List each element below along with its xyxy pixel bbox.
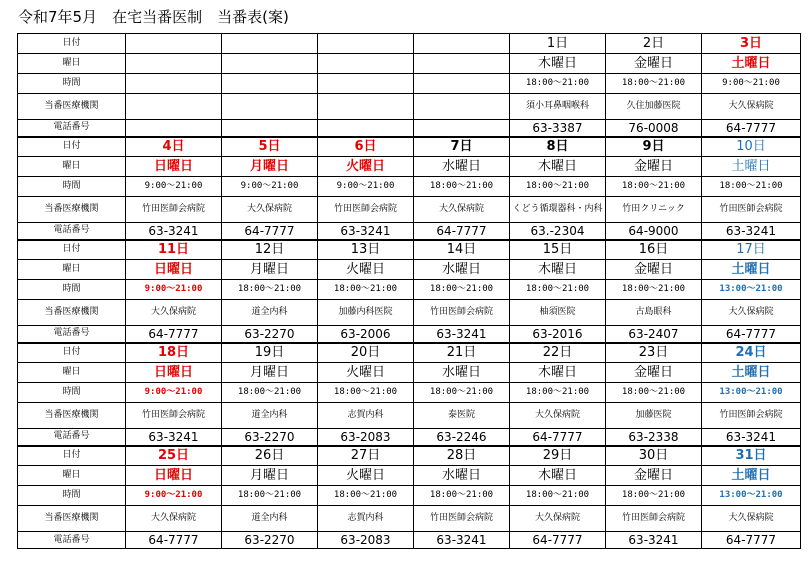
cell-day: 月曜日 <box>222 260 318 280</box>
cell-phone: 64-7777 <box>702 120 801 137</box>
cell-day: 日曜日 <box>126 260 222 280</box>
row-label-inst: 当番医療機関 <box>18 506 126 532</box>
cell-phone: 63-3241 <box>702 223 801 240</box>
cell-phone: 63-3241 <box>414 532 510 549</box>
week-3-time-row <box>18 280 801 300</box>
row-label-time: 時間 <box>18 74 126 94</box>
cell-time: 18:00～21:00 <box>510 74 606 94</box>
cell-time: 18:00～21:00 <box>606 383 702 403</box>
cell-day <box>414 54 510 74</box>
row-label-day: 曜日 <box>18 157 126 177</box>
cell-day: 月曜日 <box>222 363 318 383</box>
cell-time: 9:00～21:00 <box>126 383 222 403</box>
cell-date: 7日 <box>414 137 510 157</box>
week-2-day-row <box>18 157 801 177</box>
cell-date: 23日 <box>606 343 702 363</box>
cell-date: 2日 <box>606 34 702 54</box>
cell-inst <box>222 94 318 120</box>
cell-day: 月曜日 <box>222 466 318 486</box>
week-5-day-row <box>18 466 801 486</box>
week-1-inst-row <box>18 94 801 120</box>
cell-phone: 63-2016 <box>510 326 606 343</box>
cell-time: 18:00～21:00 <box>510 383 606 403</box>
cell-time: 13:00～21:00 <box>702 383 801 403</box>
week-3-inst-row <box>18 300 801 326</box>
cell-phone: 63-3241 <box>702 429 801 446</box>
cell-phone: 63-2338 <box>606 429 702 446</box>
cell-day: 月曜日 <box>222 157 318 177</box>
cell-inst <box>318 94 414 120</box>
cell-phone: 63.-2304 <box>510 223 606 240</box>
cell-phone: 63-2270 <box>222 326 318 343</box>
cell-phone: 63-3241 <box>126 429 222 446</box>
cell-inst: 大久保病院 <box>126 300 222 326</box>
cell-phone: 64-7777 <box>510 429 606 446</box>
cell-time: 9:00～21:00 <box>702 74 801 94</box>
row-label-date: 日付 <box>18 446 126 466</box>
cell-date: 4日 <box>126 137 222 157</box>
cell-inst: 竹田医師会病院 <box>414 506 510 532</box>
cell-phone: 63-3387 <box>510 120 606 137</box>
cell-time <box>126 74 222 94</box>
row-label-inst: 当番医療機関 <box>18 300 126 326</box>
cell-date: 13日 <box>318 240 414 260</box>
week-2-inst-row <box>18 197 801 223</box>
cell-phone: 63-2246 <box>414 429 510 446</box>
week-4-phone-row <box>18 429 801 446</box>
cell-time: 18:00～21:00 <box>414 383 510 403</box>
row-label-phone: 電話番号 <box>18 120 126 137</box>
week-1-date-row <box>18 34 801 54</box>
cell-phone: 63-3241 <box>414 326 510 343</box>
cell-date: 18日 <box>126 343 222 363</box>
cell-day: 木曜日 <box>510 466 606 486</box>
row-label-day: 曜日 <box>18 363 126 383</box>
cell-time: 18:00～21:00 <box>702 177 801 197</box>
cell-inst <box>414 94 510 120</box>
week-1-time-row <box>18 74 801 94</box>
cell-inst: 竹田クリニック <box>606 197 702 223</box>
cell-time: 9:00～21:00 <box>126 280 222 300</box>
week-3-date-row <box>18 240 801 260</box>
cell-time <box>414 74 510 94</box>
cell-inst: 柚須医院 <box>510 300 606 326</box>
cell-inst: 古島眼科 <box>606 300 702 326</box>
cell-inst: 道全内科 <box>222 300 318 326</box>
cell-time: 18:00～21:00 <box>414 280 510 300</box>
cell-date: 10日 <box>702 137 801 157</box>
cell-inst: くどう循環器科・内科 <box>510 197 606 223</box>
cell-inst: 竹田医師会病院 <box>414 300 510 326</box>
cell-day: 木曜日 <box>510 157 606 177</box>
cell-date: 17日 <box>702 240 801 260</box>
cell-inst <box>126 94 222 120</box>
cell-day: 木曜日 <box>510 54 606 74</box>
cell-date: 15日 <box>510 240 606 260</box>
row-label-day: 曜日 <box>18 466 126 486</box>
cell-time: 18:00～21:00 <box>510 177 606 197</box>
row-label-phone: 電話番号 <box>18 532 126 549</box>
cell-time: 18:00～21:00 <box>318 280 414 300</box>
cell-day: 土曜日 <box>702 157 801 177</box>
cell-day: 火曜日 <box>318 363 414 383</box>
row-label-date: 日付 <box>18 343 126 363</box>
cell-time: 13:00～21:00 <box>702 280 801 300</box>
cell-day: 土曜日 <box>702 54 801 74</box>
cell-date: 14日 <box>414 240 510 260</box>
row-label-inst: 当番医療機関 <box>18 197 126 223</box>
week-3-phone-row <box>18 326 801 343</box>
week-5-phone-row <box>18 532 801 549</box>
cell-phone: 64-7777 <box>702 326 801 343</box>
cell-time: 9:00～21:00 <box>222 177 318 197</box>
cell-phone: 64-7777 <box>414 223 510 240</box>
row-label-time: 時間 <box>18 177 126 197</box>
cell-phone: 76-0008 <box>606 120 702 137</box>
cell-phone <box>318 120 414 137</box>
cell-day: 水曜日 <box>414 260 510 280</box>
cell-inst: 竹田医師会病院 <box>702 197 801 223</box>
cell-inst: 須小耳鼻咽喉科 <box>510 94 606 120</box>
cell-date: 5日 <box>222 137 318 157</box>
cell-time <box>222 74 318 94</box>
cell-day <box>222 54 318 74</box>
cell-phone: 63-2083 <box>318 429 414 446</box>
cell-time: 18:00～21:00 <box>414 177 510 197</box>
row-label-day: 曜日 <box>18 260 126 280</box>
row-label-date: 日付 <box>18 240 126 260</box>
cell-phone: 64-7777 <box>126 532 222 549</box>
cell-day <box>126 54 222 74</box>
cell-phone: 64-7777 <box>510 532 606 549</box>
week-1-day-row <box>18 54 801 74</box>
cell-inst: 加藤医院 <box>606 403 702 429</box>
cell-inst: 道全内科 <box>222 506 318 532</box>
cell-day: 火曜日 <box>318 260 414 280</box>
cell-date: 11日 <box>126 240 222 260</box>
row-label-day: 曜日 <box>18 54 126 74</box>
cell-phone: 63-2083 <box>318 532 414 549</box>
cell-time: 18:00～21:00 <box>606 74 702 94</box>
cell-day: 日曜日 <box>126 363 222 383</box>
cell-date: 25日 <box>126 446 222 466</box>
cell-day: 日曜日 <box>126 466 222 486</box>
cell-date: 3日 <box>702 34 801 54</box>
cell-inst: 大久保病院 <box>702 506 801 532</box>
cell-day: 水曜日 <box>414 363 510 383</box>
cell-inst: 竹田医師会病院 <box>126 197 222 223</box>
week-2-date-row <box>18 137 801 157</box>
cell-date: 6日 <box>318 137 414 157</box>
cell-phone: 63-3241 <box>318 223 414 240</box>
cell-date <box>414 34 510 54</box>
cell-phone: 64-9000 <box>606 223 702 240</box>
duty-schedule-table <box>17 33 801 549</box>
cell-day: 水曜日 <box>414 466 510 486</box>
cell-day <box>318 54 414 74</box>
cell-inst: 道全内科 <box>222 403 318 429</box>
cell-inst: 大久保病院 <box>702 300 801 326</box>
row-label-date: 日付 <box>18 34 126 54</box>
page-title: 令和7年5月 在宅当番医制 当番表(案) <box>18 8 289 26</box>
cell-time: 9:00～21:00 <box>318 177 414 197</box>
row-label-inst: 当番医療機関 <box>18 94 126 120</box>
cell-day: 金曜日 <box>606 260 702 280</box>
cell-inst: 志賀内科 <box>318 403 414 429</box>
week-4-day-row <box>18 363 801 383</box>
cell-date: 28日 <box>414 446 510 466</box>
cell-inst: 大久保病院 <box>222 197 318 223</box>
cell-day: 土曜日 <box>702 260 801 280</box>
row-label-time: 時間 <box>18 383 126 403</box>
cell-time: 18:00～21:00 <box>222 383 318 403</box>
cell-date <box>222 34 318 54</box>
cell-phone <box>414 120 510 137</box>
cell-inst: 大久保病院 <box>510 403 606 429</box>
cell-date: 20日 <box>318 343 414 363</box>
week-5-time-row <box>18 486 801 506</box>
cell-phone <box>222 120 318 137</box>
cell-time: 18:00～21:00 <box>318 486 414 506</box>
row-label-date: 日付 <box>18 137 126 157</box>
cell-date: 12日 <box>222 240 318 260</box>
cell-day: 金曜日 <box>606 466 702 486</box>
cell-time: 18:00～21:00 <box>414 486 510 506</box>
cell-date <box>126 34 222 54</box>
week-5-date-row <box>18 446 801 466</box>
cell-day: 日曜日 <box>126 157 222 177</box>
cell-inst: 竹田医師会病院 <box>702 403 801 429</box>
cell-day: 金曜日 <box>606 157 702 177</box>
row-label-phone: 電話番号 <box>18 326 126 343</box>
cell-phone: 64-7777 <box>126 326 222 343</box>
row-label-time: 時間 <box>18 280 126 300</box>
cell-date <box>318 34 414 54</box>
cell-time: 13:00～21:00 <box>702 486 801 506</box>
week-4-time-row <box>18 383 801 403</box>
cell-inst: 大久保病院 <box>510 506 606 532</box>
cell-time: 18:00～21:00 <box>510 486 606 506</box>
cell-date: 24日 <box>702 343 801 363</box>
cell-date: 31日 <box>702 446 801 466</box>
cell-time: 18:00～21:00 <box>222 280 318 300</box>
cell-inst: 竹田医師会病院 <box>126 403 222 429</box>
cell-day: 水曜日 <box>414 157 510 177</box>
row-label-time: 時間 <box>18 486 126 506</box>
cell-inst: 竹田医師会病院 <box>318 197 414 223</box>
week-2-phone-row <box>18 223 801 240</box>
cell-time <box>318 74 414 94</box>
week-1-phone-row <box>18 120 801 137</box>
cell-date: 1日 <box>510 34 606 54</box>
cell-phone: 63-2006 <box>318 326 414 343</box>
cell-date: 8日 <box>510 137 606 157</box>
cell-phone: 64-7777 <box>222 223 318 240</box>
cell-day: 木曜日 <box>510 260 606 280</box>
cell-inst: 泰医院 <box>414 403 510 429</box>
week-5-inst-row <box>18 506 801 532</box>
week-2-time-row <box>18 177 801 197</box>
week-3-day-row <box>18 260 801 280</box>
cell-phone: 63-3241 <box>126 223 222 240</box>
cell-time: 18:00～21:00 <box>318 383 414 403</box>
cell-day: 金曜日 <box>606 363 702 383</box>
row-label-phone: 電話番号 <box>18 223 126 240</box>
row-label-inst: 当番医療機関 <box>18 403 126 429</box>
row-label-phone: 電話番号 <box>18 429 126 446</box>
cell-time: 18:00～21:00 <box>222 486 318 506</box>
cell-date: 22日 <box>510 343 606 363</box>
cell-day: 木曜日 <box>510 363 606 383</box>
cell-date: 19日 <box>222 343 318 363</box>
cell-time: 18:00～21:00 <box>510 280 606 300</box>
cell-phone: 63-2407 <box>606 326 702 343</box>
cell-day: 火曜日 <box>318 466 414 486</box>
cell-inst: 大久保病院 <box>126 506 222 532</box>
cell-phone: 63-3241 <box>606 532 702 549</box>
cell-time: 18:00～21:00 <box>606 280 702 300</box>
cell-phone: 63-2270 <box>222 532 318 549</box>
cell-time: 18:00～21:00 <box>606 177 702 197</box>
cell-inst: 加藤内科医院 <box>318 300 414 326</box>
cell-inst: 久住加藤医院 <box>606 94 702 120</box>
cell-inst: 大久保病院 <box>702 94 801 120</box>
cell-inst: 志賀内科 <box>318 506 414 532</box>
cell-day: 火曜日 <box>318 157 414 177</box>
cell-date: 21日 <box>414 343 510 363</box>
cell-phone: 63-2270 <box>222 429 318 446</box>
cell-date: 16日 <box>606 240 702 260</box>
cell-date: 9日 <box>606 137 702 157</box>
cell-day: 土曜日 <box>702 363 801 383</box>
cell-day: 金曜日 <box>606 54 702 74</box>
cell-phone <box>126 120 222 137</box>
week-4-date-row <box>18 343 801 363</box>
cell-day: 土曜日 <box>702 466 801 486</box>
cell-date: 30日 <box>606 446 702 466</box>
cell-inst: 大久保病院 <box>414 197 510 223</box>
cell-phone: 64-7777 <box>702 532 801 549</box>
cell-time: 9:00～21:00 <box>126 177 222 197</box>
cell-date: 27日 <box>318 446 414 466</box>
cell-date: 26日 <box>222 446 318 466</box>
week-4-inst-row <box>18 403 801 429</box>
cell-date: 29日 <box>510 446 606 466</box>
cell-inst: 竹田医師会病院 <box>606 506 702 532</box>
cell-time: 9:00～21:00 <box>126 486 222 506</box>
cell-time: 18:00～21:00 <box>606 486 702 506</box>
